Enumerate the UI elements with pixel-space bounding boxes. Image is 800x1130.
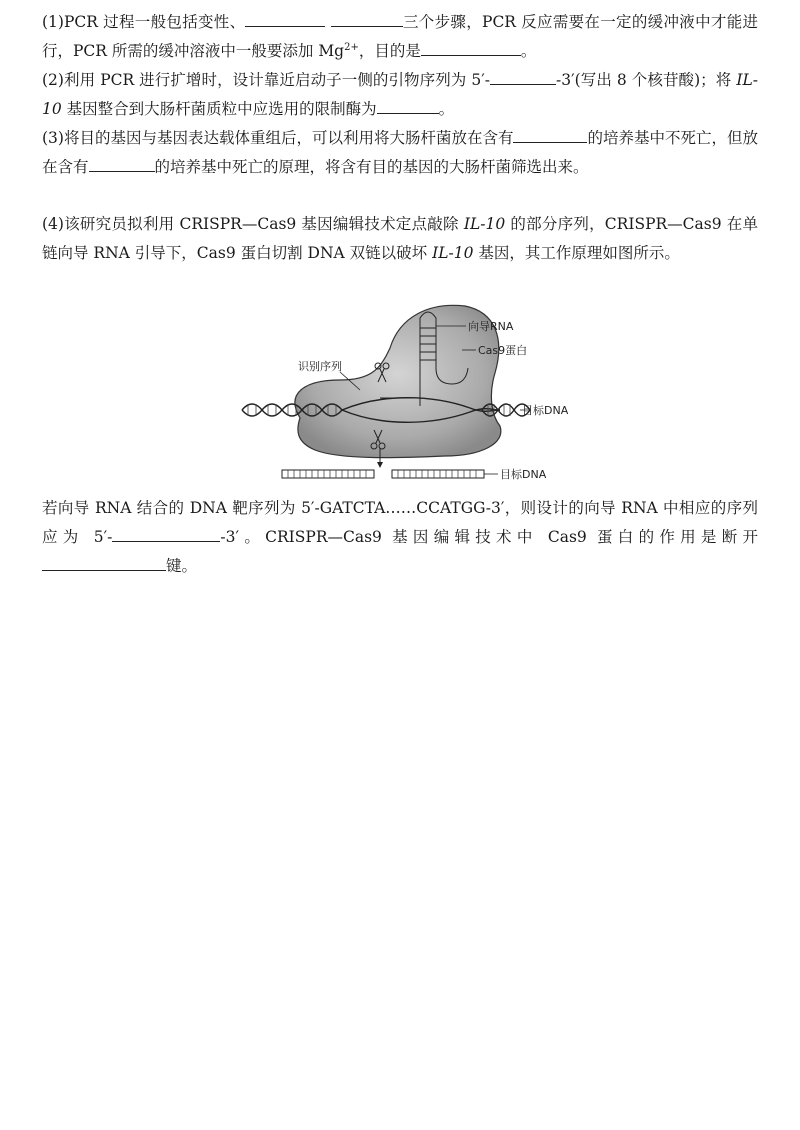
question-text: 三个步骤，PCR 反应需要在一定的缓冲液中才能进行，PCR 所需的缓冲溶液中一般要添加 Mg xyxy=(42,13,758,60)
question-text: -3′。CRISPR—Cas9 基因编辑技术中 Cas9 蛋白的作用是断开 xyxy=(220,528,759,546)
label-guide-rna: 向导RNA xyxy=(468,320,514,333)
label-cas9-protein: Cas9蛋白 xyxy=(478,344,528,357)
question-number: (4) xyxy=(42,215,64,233)
question-number: (2) xyxy=(42,71,64,89)
superscript: 2+ xyxy=(344,41,359,53)
question-2 xyxy=(42,66,758,124)
question-text: -3′(写出 8 个核苷酸)；将 xyxy=(556,71,737,89)
question-text: 若向导 RNA 结合的 DNA 靶序列为 5′-GATCTA……CCATGG-3′，则设计的向导 RNA 中相应的序列应为 5′- xyxy=(42,499,758,546)
answer-blank[interactable] xyxy=(42,552,166,571)
question-4 xyxy=(42,210,758,268)
question-text: PCR 过程一般包括变性、 xyxy=(63,13,246,31)
question-text: 基因，其工作原理如图所示。 xyxy=(473,244,680,262)
gene-name: IL-10 xyxy=(432,244,474,262)
gene-name: IL-10 xyxy=(42,71,758,118)
question-4-continued xyxy=(42,494,758,581)
question-text: ，目的是 xyxy=(358,42,421,60)
answer-blank[interactable] xyxy=(377,95,439,114)
gene-name: IL-10 xyxy=(463,215,506,233)
answer-blank[interactable] xyxy=(112,523,220,542)
answer-blank[interactable] xyxy=(490,66,556,85)
answer-blank[interactable] xyxy=(245,8,325,27)
question-text: 基因整合到大肠杆菌质粒中应选用的限制酶为 xyxy=(61,100,377,118)
answer-blank[interactable] xyxy=(331,8,403,27)
arrow-head xyxy=(377,462,383,468)
label-target-dna-cleaved: 目标DNA xyxy=(500,468,547,481)
cleaved-dna-rungs xyxy=(288,470,476,478)
question-text: 的培养基中不死亡，但放在含有 xyxy=(42,129,758,176)
question-text: 。 xyxy=(520,42,537,60)
label-target-dna: 目标DNA xyxy=(522,404,569,417)
question-number: (1) xyxy=(42,13,64,31)
question-text: 键。 xyxy=(166,557,198,575)
question-3 xyxy=(42,124,758,182)
answer-blank[interactable] xyxy=(89,153,155,172)
question-text: 的部分序列，CRISPR—Cas9 在单链向导 RNA 引导下，Cas9 蛋白切割 DNA 双链以破坏 xyxy=(42,215,758,262)
question-number: (3) xyxy=(42,129,64,147)
question-text: 。 xyxy=(438,100,455,118)
answer-blank[interactable] xyxy=(421,37,521,56)
question-text: 利用 PCR 进行扩增时，设计靠近启动子一侧的引物序列为 5′- xyxy=(63,71,491,89)
question-text: 将目的基因与基因表达载体重组后，可以利用将大肠杆菌放在含有 xyxy=(63,129,514,147)
question-text: 的培养基中死亡的原理，将含有目的基因的大肠杆菌筛选出来。 xyxy=(154,158,589,176)
question-text: 该研究员拟利用 CRISPR—Cas9 基因编辑技术定点敲除 xyxy=(63,215,464,233)
question-1 xyxy=(42,8,758,66)
crispr-cas9-diagram xyxy=(230,298,570,488)
label-recognition-sequence: 识别序列 xyxy=(298,360,342,373)
answer-blank[interactable] xyxy=(513,124,587,143)
